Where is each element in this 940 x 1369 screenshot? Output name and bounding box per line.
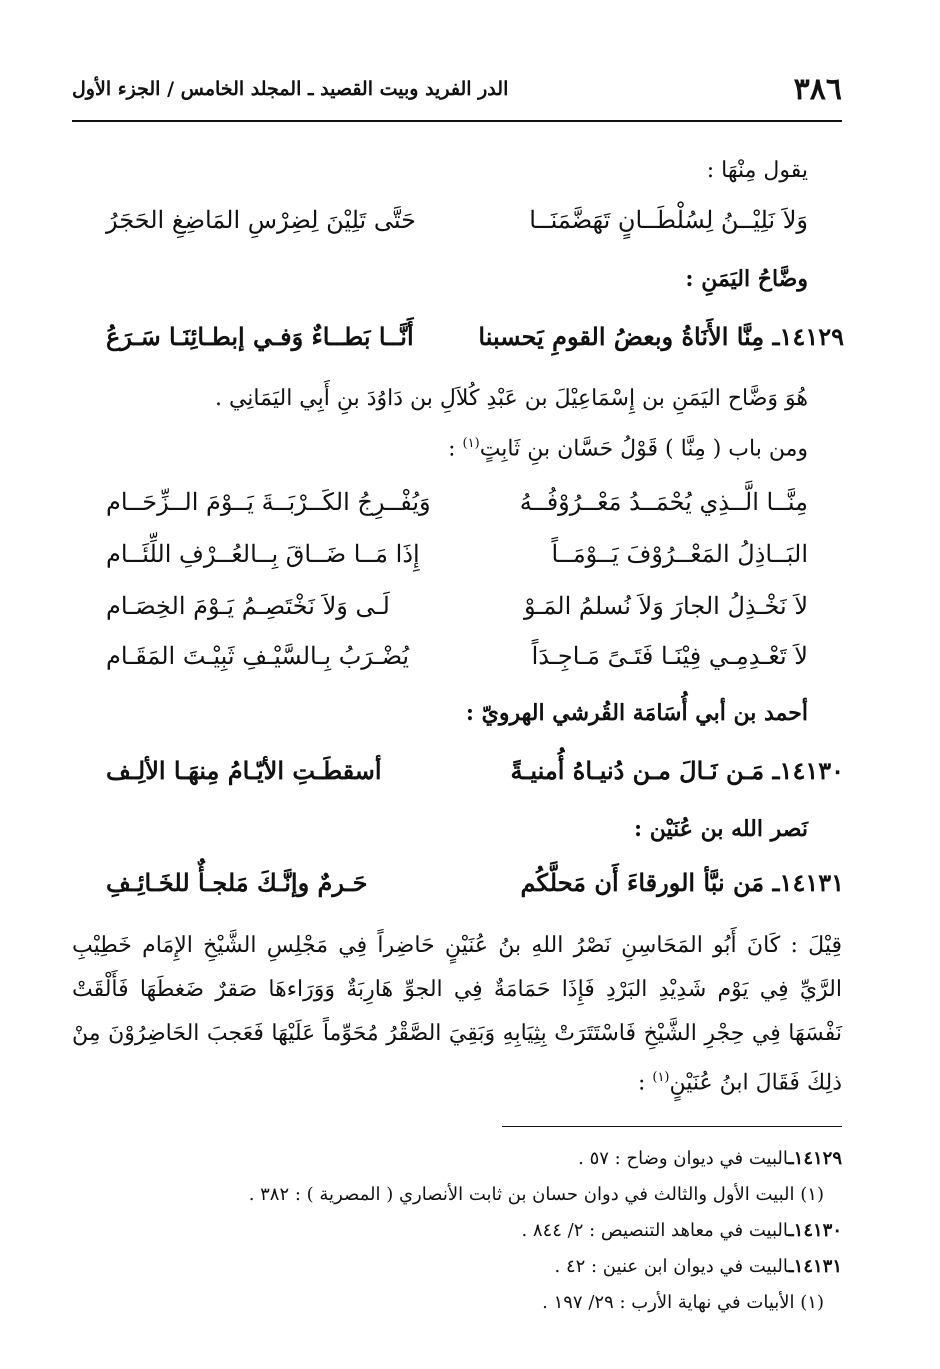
verse-first-hemistich: ١٤١٢٩ـ مِنَّا الأَنَاةُ وبعضُ القومِ يَحسبنا (478, 322, 844, 351)
verse-first-hemistich: وَلاَ نَلِيْــنُ لِسُلْطَــانٍ تَهَضَّمَنَــا (529, 206, 808, 234)
footnote-rule (502, 1126, 842, 1127)
numbered-verse (106, 322, 844, 368)
numbered-verse (106, 868, 844, 914)
intro-line: ومن باب ( مِنَّا ) قَوْلُ حَسَّان بنِ ثَابِتٍ$^{(١)}$ : (448, 436, 808, 462)
footnote-marker: (١) (652, 1070, 670, 1085)
verse-first-hemistich: لاَ تَعْـدِمِـي فِيْنَـا فَتَـىً مَـاجِـدَاً (531, 642, 808, 670)
verse-line (106, 206, 808, 252)
section-heading: وضَّاحُ اليَمَنِ : (685, 266, 808, 292)
footnote-marker: (١) (462, 436, 480, 451)
verse-second-hemistich: لَـى وَلاَ نَخْتَصِـمُ يَـوْمَ الخِصَـام (106, 592, 390, 620)
verse-first-hemistich: ١٤١٣١ـ مَن نبَّأ الورقاءَ أَن مَحلَّكُم (520, 868, 844, 897)
verse-number: ١٤١٣٠ـ (772, 756, 844, 785)
verse-first-hemistich: ١٤١٣٠ـ مَـن نَـالَ مـن دُنيـاهُ أُمنيـةً (510, 756, 844, 785)
verse-second-hemistich: يُضْـرَبُ بِـالسَّيْـفِ ثَبِيْـتَ المَقَـام (106, 642, 410, 670)
header-rule (72, 120, 842, 122)
verse-second-hemistich: وَيُفْــرِجُ الكَــرْبَــةَ يَــوْمَ الــزِّحَــام (106, 488, 431, 516)
intro-line: يقول مِنْهَا : (706, 158, 808, 183)
running-title: الدر الفريد وبيت القصيد ـ المجلد الخامس / الجزء الأول (72, 78, 509, 100)
verse-number: ١٤١٢٩ـ (772, 322, 844, 351)
footnote: (١) البيت الأول والثالث في دوان حسان بن ثابت الأنصاري ( المصرية ) : ٣٨٢ . (248, 1184, 824, 1205)
verse-line (106, 540, 808, 586)
verse-second-hemistich: إِذَا مَــا ضَــاقَ بِــالعُــرْفِ اللِّئَــام (106, 540, 420, 568)
footnote: ١٤١٣١ـالبيت في ديوان ابن عنين : ٤٢ . (554, 1256, 842, 1277)
page-number: ٣٨٦ (793, 72, 842, 107)
verse-second-hemistich: أسقطَـتِ الأيّـامُ مِنهَـا الألِـف (106, 756, 382, 785)
verse-line (106, 592, 808, 638)
section-heading: أحمد بن أبي أُسَامَة القُرشي الهرويّ : (465, 700, 808, 726)
footnote: ١٤١٢٩ـالبيت في ديوان وضاح : ٥٧ . (578, 1148, 842, 1169)
verse-second-hemistich: حَـرمٌ وإنَّـكَ مَلجـأٌ للخَـائِـفِ (106, 868, 368, 897)
prose-paragraph: قِيْلَ : كَانَ أَبُو المَحَاسِنِ نَصْرُ اللهِ بنُ عُنَيْنٍ حَاضِراً فِي مَجْلِسِ الشَّيْخِ الإِمَام خَطِيْبِ الرَّيِّ فِي يَوْم شَدِيْدِ البَرْدِ فَإِذَا حَمَامَةٌ فِي الجوِّ هَارِبَةٌ وَوَرَاءهَا صَقرٌ ضَغطَهَا فَأَلْقَتْ نَفْسَهَا فِي حِجْرِ الشَّيْخِ فَاسْتَتَرَتْ بِثِيَابِهِ وَبَقِيَ الصَّقْرُ مُحَوِّماً عَلَيْهَا فَعَجبَ الحَاضِرُوْنَ مِنْ ذلِكَ فَقَالَ ابنُ عُنَيْنٍ$^{(١)}$ : (72, 933, 842, 1096)
verse-first-hemistich: البَــاذِلُ المَعْــرُوْفَ يَــوْمَــاً (551, 540, 808, 568)
numbered-verse (106, 756, 844, 802)
verse-line (106, 642, 808, 688)
verse-second-hemistich: حَتَّى تَلِيْنَ لِضِرْسِ المَاضِغِ الحَجَرُ (106, 206, 416, 234)
verse-first-hemistich: لاَ نَخْـذِلُ الجارَ وَلاَ نُسلمُ المَـوْ (523, 592, 808, 620)
footnote-number: (١) (800, 1292, 824, 1313)
footnote-number: ١٤١٣٠ـ (788, 1220, 842, 1241)
footnote-number: ١٤١٢٩ـ (788, 1148, 842, 1169)
biography-line: هُوَ وَضَّاح اليَمَنِ بن إِسْمَاعِيْلَ بن عَبْدِ كُلاَلِ بن دَاوُدَ بنِ أَبِي اليَمَانِي . (214, 386, 808, 411)
footnote-number: (١) (800, 1184, 824, 1205)
verse-line (106, 488, 808, 534)
verse-number: ١٤١٣١ـ (772, 868, 844, 897)
footnote: (١) الأبيات في نهاية الأرب : ٢٩/ ١٩٧ . (542, 1292, 824, 1313)
footnote: ١٤١٣٠ـالبيت في معاهد التنصيص : ٢/ ٨٤٤ . (521, 1220, 842, 1241)
footnote-number: ١٤١٣١ـ (788, 1256, 842, 1277)
section-heading: نَصر الله بن عُنَيْن : (633, 816, 808, 842)
verse-first-hemistich: مِنَّــا الَّــذِي يُحْمَــدُ مَعْــرُوْفُــهُ (519, 488, 808, 516)
page-header (72, 72, 842, 110)
verse-second-hemistich: أَنَّــا بَطــاءٌ وَفـي إبطـائِنَـا سَـرَعُ (106, 322, 414, 351)
